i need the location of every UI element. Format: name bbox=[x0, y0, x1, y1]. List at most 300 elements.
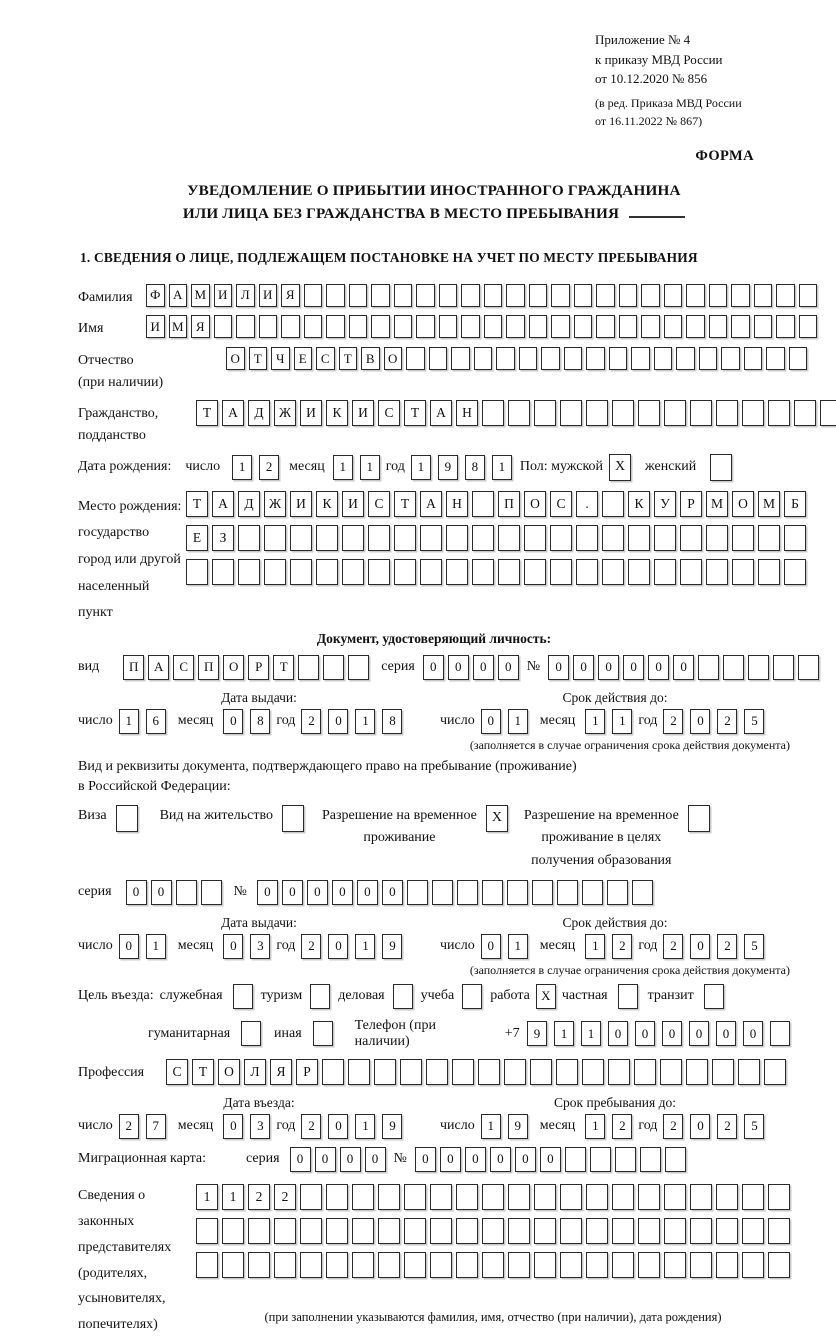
char-cell[interactable]: 0 bbox=[481, 709, 501, 734]
char-cell[interactable]: 0 bbox=[598, 655, 619, 680]
char-cell[interactable]: 0 bbox=[716, 1021, 736, 1046]
char-cell[interactable] bbox=[524, 525, 546, 551]
char-cell[interactable]: Н bbox=[456, 400, 478, 426]
char-cell[interactable]: 1 bbox=[355, 1114, 375, 1139]
char-cell[interactable] bbox=[690, 1184, 712, 1210]
char-cell[interactable] bbox=[615, 1147, 636, 1172]
char-cell[interactable]: Д bbox=[238, 491, 260, 517]
char-cell[interactable] bbox=[264, 559, 286, 585]
char-cell[interactable]: 0 bbox=[257, 880, 278, 905]
char-cell[interactable] bbox=[732, 525, 754, 551]
char-cell[interactable] bbox=[758, 559, 780, 585]
char-cell[interactable] bbox=[619, 284, 638, 307]
char-cell[interactable] bbox=[551, 315, 570, 338]
char-cell[interactable] bbox=[238, 525, 260, 551]
guardians-boxes-row1[interactable] bbox=[196, 1184, 790, 1210]
char-cell[interactable]: Л bbox=[244, 1059, 266, 1085]
char-cell[interactable] bbox=[732, 559, 754, 585]
stay-month-boxes[interactable] bbox=[585, 1114, 632, 1139]
char-cell[interactable] bbox=[560, 400, 582, 426]
char-cell[interactable] bbox=[508, 1184, 530, 1210]
char-cell[interactable]: Ж bbox=[274, 400, 296, 426]
char-cell[interactable]: 0 bbox=[648, 655, 669, 680]
char-cell[interactable] bbox=[290, 559, 312, 585]
char-cell[interactable]: С bbox=[550, 491, 572, 517]
char-cell[interactable] bbox=[731, 284, 750, 307]
char-cell[interactable]: 0 bbox=[608, 1021, 628, 1046]
char-cell[interactable]: 3 bbox=[250, 1114, 270, 1139]
given-name-boxes[interactable] bbox=[146, 315, 817, 338]
phone-boxes[interactable] bbox=[527, 1021, 790, 1046]
char-cell[interactable] bbox=[508, 400, 530, 426]
doc-issue-year-boxes[interactable] bbox=[301, 709, 402, 734]
char-cell[interactable] bbox=[664, 1252, 686, 1278]
char-cell[interactable] bbox=[529, 315, 548, 338]
char-cell[interactable] bbox=[789, 347, 808, 370]
sex-male-checkbox[interactable] bbox=[609, 454, 631, 481]
char-cell[interactable]: 0 bbox=[743, 1021, 763, 1046]
char-cell[interactable] bbox=[407, 880, 428, 905]
char-cell[interactable] bbox=[212, 559, 234, 585]
char-cell[interactable]: 8 bbox=[250, 709, 270, 734]
char-cell[interactable] bbox=[664, 400, 686, 426]
char-cell[interactable]: 8 bbox=[382, 709, 402, 734]
birth-place-boxes-row2[interactable] bbox=[186, 525, 806, 551]
char-cell[interactable]: 2 bbox=[274, 1184, 296, 1210]
char-cell[interactable] bbox=[602, 525, 624, 551]
char-cell[interactable] bbox=[706, 559, 728, 585]
char-cell[interactable]: 1 bbox=[232, 455, 252, 480]
char-cell[interactable] bbox=[690, 400, 712, 426]
char-cell[interactable] bbox=[371, 315, 390, 338]
char-cell[interactable]: 2 bbox=[612, 1114, 632, 1139]
char-cell[interactable] bbox=[638, 1184, 660, 1210]
char-cell[interactable]: 0 bbox=[357, 880, 378, 905]
char-cell[interactable] bbox=[456, 1184, 478, 1210]
char-cell[interactable] bbox=[551, 284, 570, 307]
char-cell[interactable] bbox=[628, 559, 650, 585]
sex-female-checkbox[interactable] bbox=[710, 454, 732, 481]
char-cell[interactable] bbox=[574, 315, 593, 338]
char-cell[interactable]: Я bbox=[191, 315, 210, 338]
char-cell[interactable]: 1 bbox=[581, 1021, 601, 1046]
char-cell[interactable]: 0 bbox=[635, 1021, 655, 1046]
char-cell[interactable] bbox=[352, 1252, 374, 1278]
char-cell[interactable] bbox=[607, 880, 628, 905]
char-cell[interactable]: X bbox=[536, 984, 556, 1009]
char-cell[interactable]: Е bbox=[294, 347, 313, 370]
char-cell[interactable] bbox=[798, 655, 819, 680]
char-cell[interactable]: 0 bbox=[448, 655, 469, 680]
char-cell[interactable] bbox=[378, 1218, 400, 1244]
char-cell[interactable] bbox=[432, 880, 453, 905]
char-cell[interactable] bbox=[304, 284, 323, 307]
char-cell[interactable] bbox=[116, 805, 138, 832]
char-cell[interactable]: 9 bbox=[508, 1114, 528, 1139]
char-cell[interactable]: С bbox=[378, 400, 400, 426]
doc-type-boxes[interactable] bbox=[123, 655, 369, 680]
char-cell[interactable] bbox=[529, 284, 548, 307]
permit-valid-month-boxes[interactable] bbox=[585, 934, 632, 959]
char-cell[interactable] bbox=[430, 1218, 452, 1244]
stay-day-boxes[interactable] bbox=[481, 1114, 528, 1139]
char-cell[interactable]: 0 bbox=[223, 709, 243, 734]
char-cell[interactable] bbox=[404, 1218, 426, 1244]
char-cell[interactable] bbox=[196, 1252, 218, 1278]
char-cell[interactable]: И bbox=[300, 400, 322, 426]
char-cell[interactable] bbox=[768, 1252, 790, 1278]
char-cell[interactable] bbox=[773, 655, 794, 680]
char-cell[interactable]: 9 bbox=[527, 1021, 547, 1046]
char-cell[interactable] bbox=[609, 347, 628, 370]
char-cell[interactable]: Т bbox=[394, 491, 416, 517]
char-cell[interactable] bbox=[541, 347, 560, 370]
char-cell[interactable] bbox=[342, 525, 364, 551]
char-cell[interactable] bbox=[352, 1218, 374, 1244]
char-cell[interactable] bbox=[222, 1252, 244, 1278]
temp-permit-checkbox[interactable] bbox=[486, 805, 508, 832]
char-cell[interactable] bbox=[316, 525, 338, 551]
char-cell[interactable]: 0 bbox=[662, 1021, 682, 1046]
char-cell[interactable] bbox=[300, 1184, 322, 1210]
char-cell[interactable]: Т bbox=[339, 347, 358, 370]
doc-number-boxes[interactable] bbox=[548, 655, 819, 680]
mig-number-boxes[interactable] bbox=[415, 1147, 686, 1172]
char-cell[interactable] bbox=[274, 1252, 296, 1278]
char-cell[interactable] bbox=[394, 559, 416, 585]
char-cell[interactable]: 2 bbox=[301, 709, 321, 734]
char-cell[interactable] bbox=[612, 400, 634, 426]
char-cell[interactable] bbox=[498, 559, 520, 585]
char-cell[interactable] bbox=[758, 525, 780, 551]
char-cell[interactable] bbox=[534, 400, 556, 426]
char-cell[interactable] bbox=[371, 284, 390, 307]
char-cell[interactable] bbox=[186, 559, 208, 585]
char-cell[interactable]: 2 bbox=[301, 1114, 321, 1139]
birth-day-boxes[interactable] bbox=[232, 455, 279, 480]
char-cell[interactable] bbox=[478, 1059, 500, 1085]
char-cell[interactable] bbox=[640, 1147, 661, 1172]
char-cell[interactable]: 0 bbox=[328, 1114, 348, 1139]
char-cell[interactable] bbox=[686, 1059, 708, 1085]
char-cell[interactable] bbox=[404, 1252, 426, 1278]
char-cell[interactable] bbox=[641, 284, 660, 307]
char-cell[interactable]: И bbox=[214, 284, 233, 307]
char-cell[interactable]: 1 bbox=[481, 1114, 501, 1139]
char-cell[interactable]: 0 bbox=[223, 1114, 243, 1139]
char-cell[interactable] bbox=[664, 315, 683, 338]
char-cell[interactable]: 0 bbox=[515, 1147, 536, 1172]
patronymic-boxes[interactable] bbox=[226, 347, 807, 370]
char-cell[interactable]: С bbox=[316, 347, 335, 370]
char-cell[interactable]: И bbox=[259, 284, 278, 307]
char-cell[interactable] bbox=[716, 400, 738, 426]
char-cell[interactable] bbox=[665, 1147, 686, 1172]
char-cell[interactable] bbox=[482, 1218, 504, 1244]
char-cell[interactable]: 1 bbox=[355, 709, 375, 734]
char-cell[interactable]: А bbox=[430, 400, 452, 426]
purpose-transit-checkbox[interactable] bbox=[704, 984, 724, 1009]
char-cell[interactable] bbox=[281, 315, 300, 338]
permit-issue-day-boxes[interactable] bbox=[119, 934, 166, 959]
char-cell[interactable] bbox=[472, 491, 494, 517]
char-cell[interactable]: 0 bbox=[340, 1147, 361, 1172]
char-cell[interactable]: 1 bbox=[612, 709, 632, 734]
char-cell[interactable] bbox=[298, 655, 319, 680]
char-cell[interactable] bbox=[404, 1184, 426, 1210]
char-cell[interactable] bbox=[654, 559, 676, 585]
char-cell[interactable] bbox=[706, 525, 728, 551]
char-cell[interactable]: П bbox=[498, 491, 520, 517]
char-cell[interactable]: 0 bbox=[573, 655, 594, 680]
char-cell[interactable] bbox=[507, 880, 528, 905]
char-cell[interactable] bbox=[638, 1252, 660, 1278]
char-cell[interactable]: 0 bbox=[498, 655, 519, 680]
char-cell[interactable] bbox=[731, 315, 750, 338]
char-cell[interactable] bbox=[820, 400, 836, 426]
char-cell[interactable] bbox=[794, 400, 816, 426]
char-cell[interactable] bbox=[326, 1218, 348, 1244]
char-cell[interactable] bbox=[290, 525, 312, 551]
char-cell[interactable]: С bbox=[166, 1059, 188, 1085]
char-cell[interactable]: З bbox=[212, 525, 234, 551]
char-cell[interactable] bbox=[241, 1021, 261, 1046]
char-cell[interactable]: 0 bbox=[382, 880, 403, 905]
char-cell[interactable] bbox=[349, 284, 368, 307]
char-cell[interactable] bbox=[196, 1218, 218, 1244]
char-cell[interactable] bbox=[378, 1252, 400, 1278]
char-cell[interactable] bbox=[742, 1184, 764, 1210]
char-cell[interactable] bbox=[744, 347, 763, 370]
char-cell[interactable]: И bbox=[290, 491, 312, 517]
char-cell[interactable] bbox=[498, 525, 520, 551]
char-cell[interactable] bbox=[799, 284, 818, 307]
char-cell[interactable]: И bbox=[352, 400, 374, 426]
char-cell[interactable] bbox=[699, 347, 718, 370]
char-cell[interactable]: 2 bbox=[612, 934, 632, 959]
char-cell[interactable] bbox=[456, 1218, 478, 1244]
stay-year-boxes[interactable] bbox=[663, 1114, 764, 1139]
char-cell[interactable] bbox=[506, 284, 525, 307]
char-cell[interactable] bbox=[641, 315, 660, 338]
char-cell[interactable]: 0 bbox=[415, 1147, 436, 1172]
char-cell[interactable]: 1 bbox=[508, 934, 528, 959]
char-cell[interactable] bbox=[716, 1218, 738, 1244]
char-cell[interactable] bbox=[429, 347, 448, 370]
char-cell[interactable]: С bbox=[173, 655, 194, 680]
char-cell[interactable] bbox=[654, 525, 676, 551]
purpose-humanitarian-checkbox[interactable] bbox=[241, 1021, 261, 1046]
purpose-study-checkbox[interactable] bbox=[462, 984, 482, 1009]
char-cell[interactable]: М bbox=[706, 491, 728, 517]
char-cell[interactable] bbox=[582, 1059, 604, 1085]
char-cell[interactable] bbox=[764, 1059, 786, 1085]
char-cell[interactable]: 9 bbox=[382, 1114, 402, 1139]
char-cell[interactable]: О bbox=[732, 491, 754, 517]
char-cell[interactable]: 0 bbox=[423, 655, 444, 680]
purpose-business-checkbox[interactable] bbox=[393, 984, 413, 1009]
char-cell[interactable] bbox=[508, 1218, 530, 1244]
char-cell[interactable] bbox=[688, 805, 710, 832]
char-cell[interactable]: С bbox=[368, 491, 390, 517]
char-cell[interactable] bbox=[176, 880, 197, 905]
birth-place-boxes-row1[interactable] bbox=[186, 491, 806, 517]
char-cell[interactable]: 1 bbox=[585, 709, 605, 734]
char-cell[interactable] bbox=[690, 1218, 712, 1244]
char-cell[interactable] bbox=[784, 559, 806, 585]
char-cell[interactable]: 2 bbox=[301, 934, 321, 959]
char-cell[interactable]: Р bbox=[296, 1059, 318, 1085]
surname-boxes[interactable] bbox=[146, 284, 817, 307]
char-cell[interactable]: К bbox=[628, 491, 650, 517]
char-cell[interactable] bbox=[742, 1218, 764, 1244]
char-cell[interactable] bbox=[420, 525, 442, 551]
char-cell[interactable] bbox=[582, 880, 603, 905]
char-cell[interactable] bbox=[664, 1218, 686, 1244]
char-cell[interactable]: 1 bbox=[355, 934, 375, 959]
char-cell[interactable]: Р bbox=[248, 655, 269, 680]
char-cell[interactable]: 1 bbox=[554, 1021, 574, 1046]
char-cell[interactable] bbox=[698, 655, 719, 680]
char-cell[interactable] bbox=[768, 1184, 790, 1210]
char-cell[interactable]: 1 bbox=[333, 455, 353, 480]
char-cell[interactable] bbox=[742, 1252, 764, 1278]
char-cell[interactable] bbox=[586, 1218, 608, 1244]
char-cell[interactable]: Т bbox=[404, 400, 426, 426]
char-cell[interactable] bbox=[612, 1252, 634, 1278]
char-cell[interactable] bbox=[446, 559, 468, 585]
char-cell[interactable] bbox=[574, 284, 593, 307]
char-cell[interactable]: 0 bbox=[673, 655, 694, 680]
char-cell[interactable]: 1 bbox=[411, 455, 431, 480]
char-cell[interactable]: 0 bbox=[690, 934, 710, 959]
char-cell[interactable] bbox=[634, 1059, 656, 1085]
char-cell[interactable] bbox=[222, 1218, 244, 1244]
char-cell[interactable] bbox=[686, 315, 705, 338]
doc-issue-day-boxes[interactable] bbox=[119, 709, 166, 734]
char-cell[interactable] bbox=[484, 284, 503, 307]
char-cell[interactable] bbox=[316, 559, 338, 585]
char-cell[interactable] bbox=[472, 559, 494, 585]
char-cell[interactable] bbox=[259, 315, 278, 338]
char-cell[interactable] bbox=[313, 1021, 333, 1046]
char-cell[interactable]: 0 bbox=[290, 1147, 311, 1172]
char-cell[interactable] bbox=[776, 315, 795, 338]
char-cell[interactable] bbox=[586, 1184, 608, 1210]
char-cell[interactable] bbox=[201, 880, 222, 905]
doc-issue-month-boxes[interactable] bbox=[223, 709, 270, 734]
residence-permit-checkbox[interactable] bbox=[282, 805, 304, 832]
purpose-tourism-checkbox[interactable] bbox=[310, 984, 330, 1009]
char-cell[interactable]: А bbox=[148, 655, 169, 680]
char-cell[interactable]: 5 bbox=[744, 934, 764, 959]
char-cell[interactable] bbox=[400, 1059, 422, 1085]
purpose-work-checkbox[interactable] bbox=[536, 984, 556, 1009]
char-cell[interactable]: А bbox=[420, 491, 442, 517]
char-cell[interactable] bbox=[721, 347, 740, 370]
char-cell[interactable] bbox=[430, 1184, 452, 1210]
char-cell[interactable] bbox=[426, 1059, 448, 1085]
char-cell[interactable] bbox=[300, 1252, 322, 1278]
char-cell[interactable]: 0 bbox=[490, 1147, 511, 1172]
char-cell[interactable] bbox=[349, 315, 368, 338]
char-cell[interactable]: К bbox=[316, 491, 338, 517]
char-cell[interactable]: X bbox=[609, 454, 631, 481]
entry-day-boxes[interactable] bbox=[119, 1114, 166, 1139]
char-cell[interactable]: 0 bbox=[690, 1114, 710, 1139]
char-cell[interactable]: X bbox=[486, 805, 508, 832]
char-cell[interactable] bbox=[576, 525, 598, 551]
char-cell[interactable]: М bbox=[191, 284, 210, 307]
char-cell[interactable] bbox=[664, 1184, 686, 1210]
char-cell[interactable] bbox=[560, 1184, 582, 1210]
char-cell[interactable] bbox=[619, 315, 638, 338]
char-cell[interactable] bbox=[596, 315, 615, 338]
char-cell[interactable] bbox=[482, 1252, 504, 1278]
char-cell[interactable] bbox=[482, 880, 503, 905]
purpose-official-checkbox[interactable] bbox=[233, 984, 253, 1009]
char-cell[interactable] bbox=[534, 1184, 556, 1210]
char-cell[interactable] bbox=[716, 1252, 738, 1278]
char-cell[interactable]: 1 bbox=[492, 455, 512, 480]
char-cell[interactable]: 0 bbox=[126, 880, 147, 905]
char-cell[interactable]: 0 bbox=[328, 934, 348, 959]
char-cell[interactable]: 0 bbox=[473, 655, 494, 680]
char-cell[interactable] bbox=[310, 984, 330, 1009]
char-cell[interactable] bbox=[326, 1252, 348, 1278]
char-cell[interactable] bbox=[680, 559, 702, 585]
char-cell[interactable] bbox=[628, 525, 650, 551]
char-cell[interactable] bbox=[326, 1184, 348, 1210]
char-cell[interactable] bbox=[368, 559, 390, 585]
char-cell[interactable] bbox=[352, 1184, 374, 1210]
char-cell[interactable] bbox=[304, 315, 323, 338]
char-cell[interactable] bbox=[784, 525, 806, 551]
char-cell[interactable]: 0 bbox=[315, 1147, 336, 1172]
char-cell[interactable] bbox=[474, 347, 493, 370]
char-cell[interactable]: 8 bbox=[465, 455, 485, 480]
char-cell[interactable] bbox=[472, 525, 494, 551]
char-cell[interactable]: 2 bbox=[663, 934, 683, 959]
char-cell[interactable] bbox=[565, 1147, 586, 1172]
char-cell[interactable] bbox=[484, 315, 503, 338]
char-cell[interactable] bbox=[770, 1021, 790, 1046]
char-cell[interactable]: 0 bbox=[223, 934, 243, 959]
char-cell[interactable]: О bbox=[384, 347, 403, 370]
citizenship-boxes[interactable] bbox=[196, 400, 836, 426]
char-cell[interactable]: 0 bbox=[689, 1021, 709, 1046]
char-cell[interactable] bbox=[586, 347, 605, 370]
guardians-boxes-row3[interactable] bbox=[196, 1252, 790, 1278]
char-cell[interactable] bbox=[393, 984, 413, 1009]
char-cell[interactable] bbox=[664, 284, 683, 307]
char-cell[interactable] bbox=[439, 284, 458, 307]
char-cell[interactable] bbox=[506, 315, 525, 338]
char-cell[interactable] bbox=[723, 655, 744, 680]
char-cell[interactable] bbox=[482, 400, 504, 426]
char-cell[interactable] bbox=[576, 559, 598, 585]
char-cell[interactable]: Р bbox=[680, 491, 702, 517]
char-cell[interactable]: 3 bbox=[250, 934, 270, 959]
char-cell[interactable]: Т bbox=[249, 347, 268, 370]
char-cell[interactable]: 2 bbox=[717, 934, 737, 959]
char-cell[interactable] bbox=[394, 315, 413, 338]
char-cell[interactable] bbox=[560, 1252, 582, 1278]
char-cell[interactable] bbox=[374, 1059, 396, 1085]
char-cell[interactable] bbox=[439, 315, 458, 338]
char-cell[interactable] bbox=[612, 1218, 634, 1244]
char-cell[interactable]: 1 bbox=[360, 455, 380, 480]
